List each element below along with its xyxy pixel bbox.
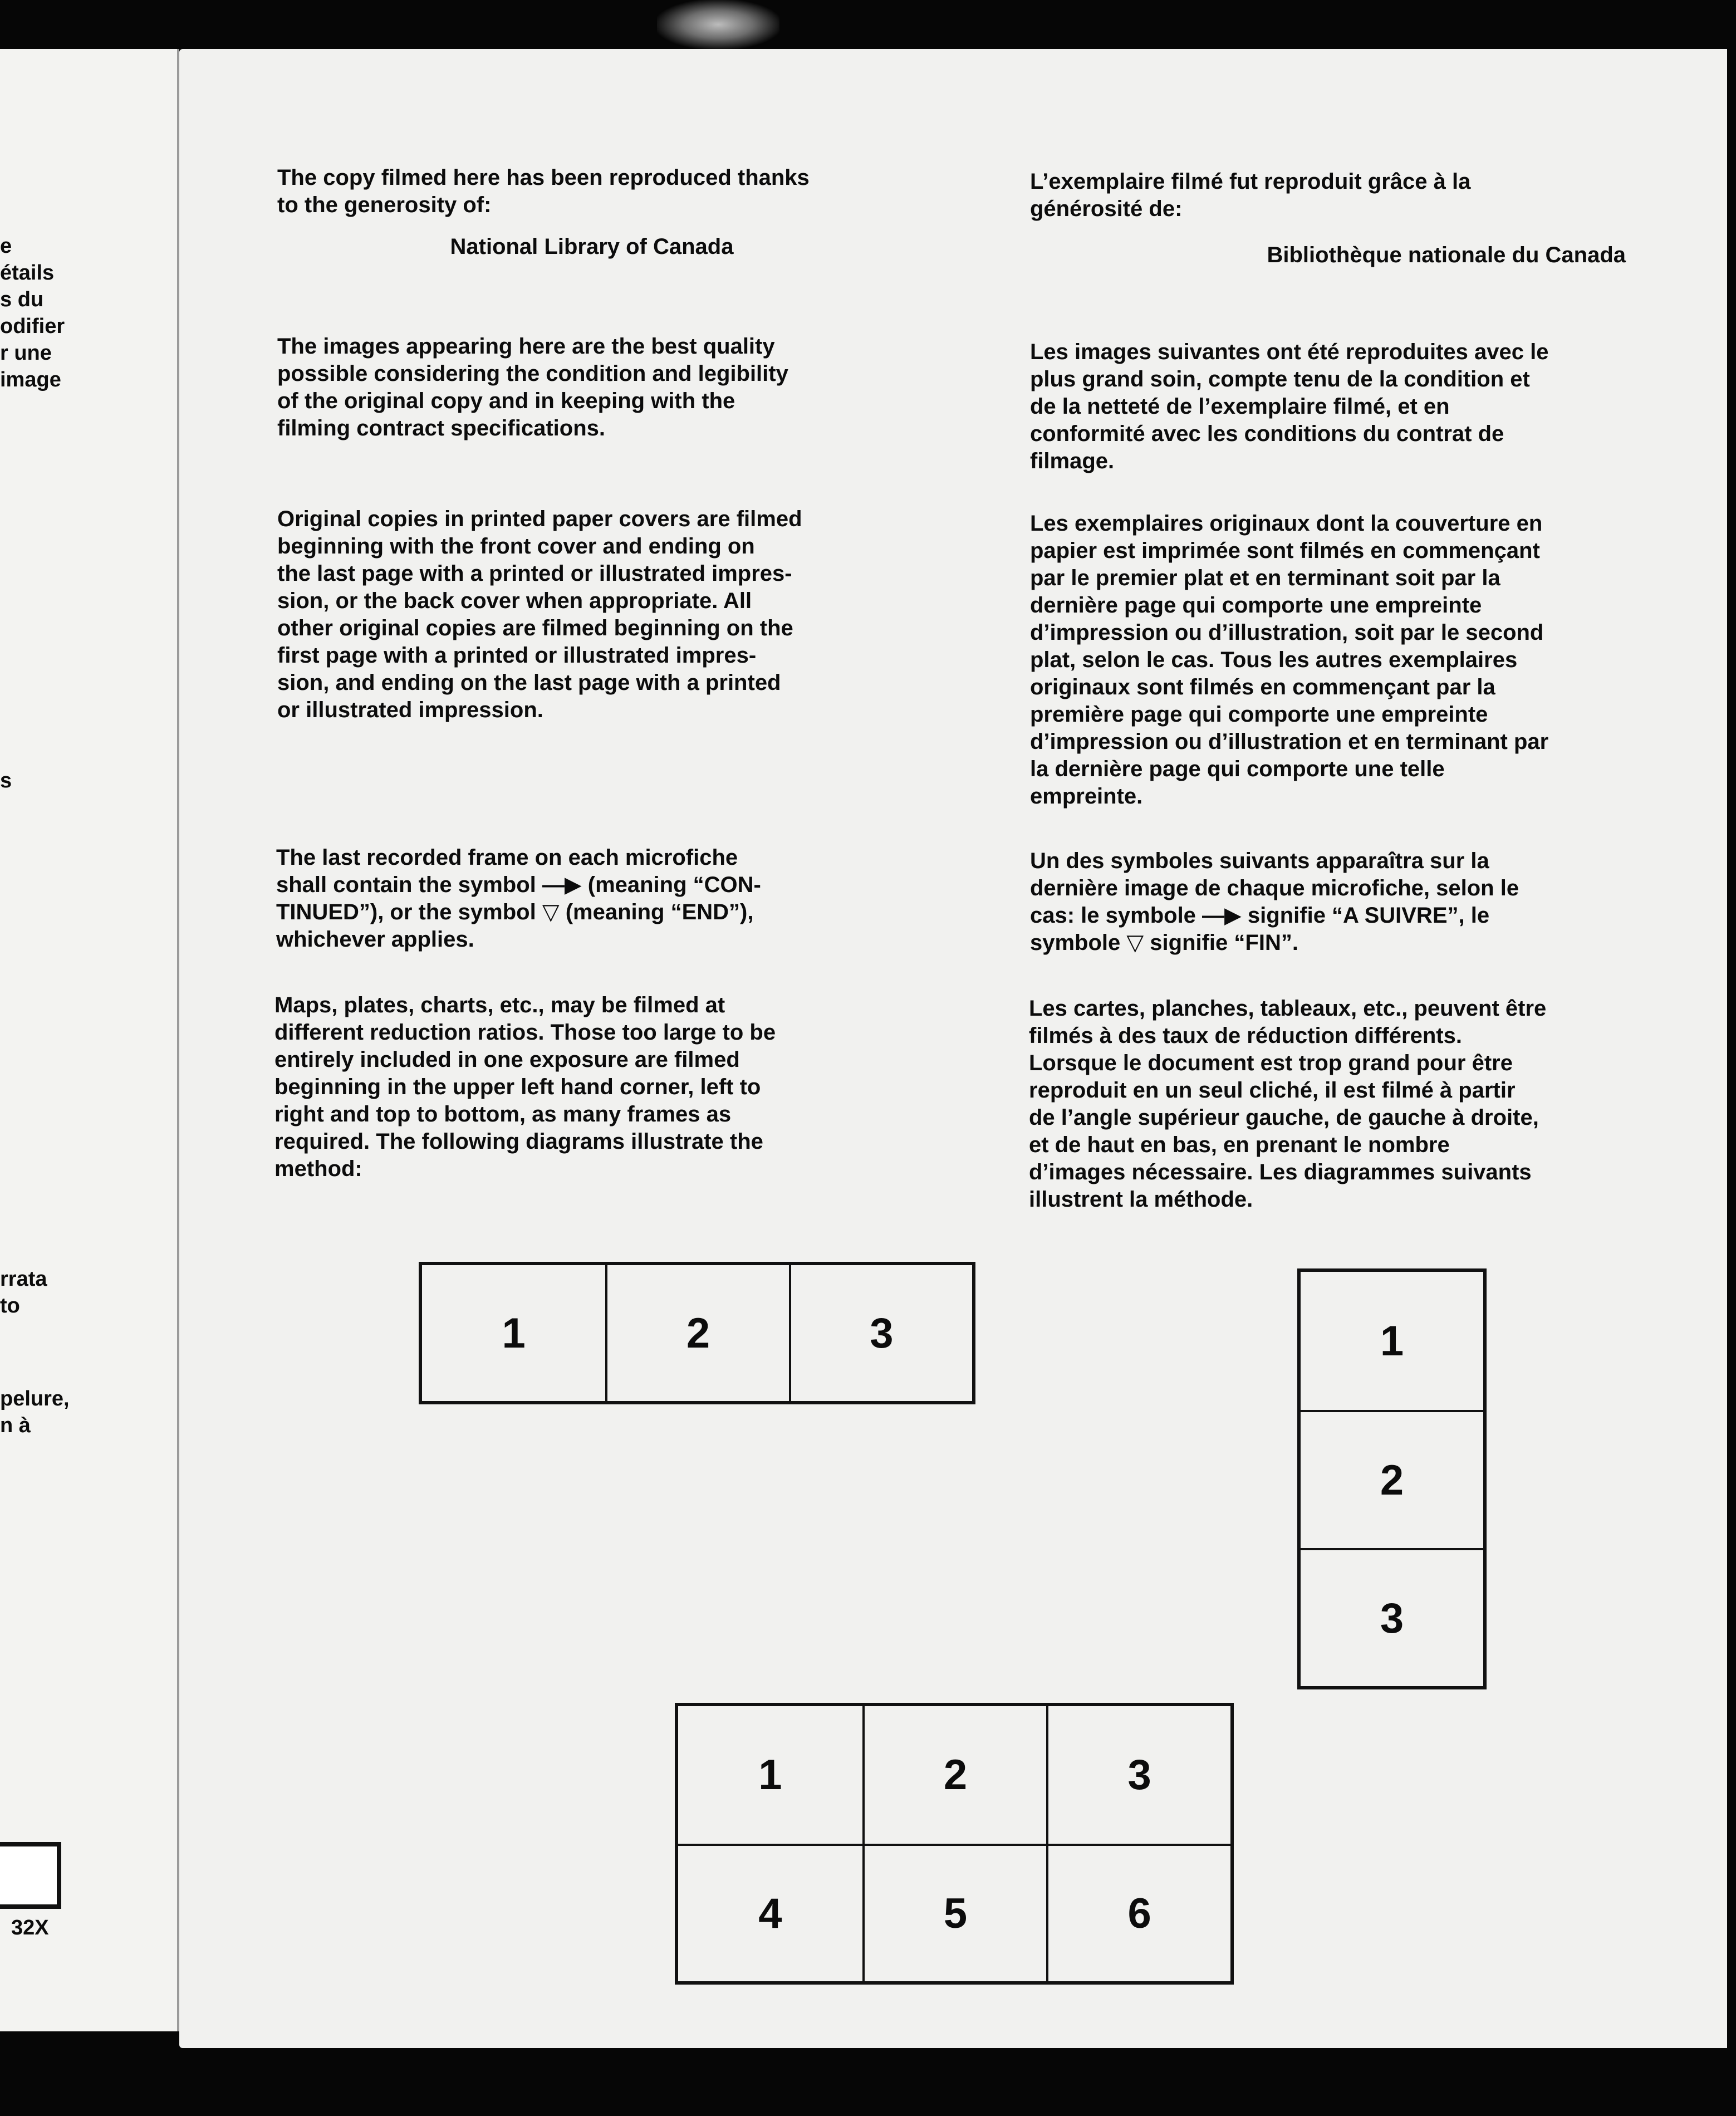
paragraph-line: conformité avec les conditions du contrat de	[1030, 422, 1504, 446]
paragraph-line: beginning in the upper left hand corner, left to	[274, 1075, 761, 1099]
french-intro-line: L’exemplaire filmé fut reproduit grâce à la	[1030, 169, 1471, 194]
paragraph-line: sion, or the back cover when appropriate. All	[277, 589, 752, 613]
french-covers-paragraph	[1030, 510, 1637, 810]
previous-page-strip	[0, 49, 179, 2031]
paragraph-line: papier est imprimée sont filmés en commençant	[1030, 538, 1540, 563]
english-covers-paragraph	[277, 506, 906, 724]
paragraph-line: par le premier plat et en terminant soit par la	[1030, 566, 1500, 590]
paragraph-line: plat, selon le cas. Tous les autres exemplaires	[1030, 648, 1518, 672]
paragraph-line: symbole ▽ signifie “FIN”.	[1030, 930, 1298, 955]
french-institution: Bibliothèque nationale du Canada	[1267, 243, 1626, 267]
paragraph-line: Les cartes, planches, tableaux, etc., peuvent être	[1029, 996, 1547, 1021]
english-maps-paragraph	[274, 992, 904, 1183]
frame-cell: 5	[862, 1844, 1047, 1981]
paragraph-line: method:	[274, 1157, 362, 1181]
french-quality-paragraph	[1030, 339, 1631, 475]
fragment-text: rrata	[0, 1267, 47, 1291]
fragment-text: r une	[0, 341, 52, 365]
paragraph-line: première page qui comporte une empreinte	[1030, 702, 1488, 727]
paragraph-line: whichever applies.	[276, 927, 474, 952]
paragraph-line: entirely included in one exposure are filmed	[274, 1047, 740, 1072]
frame-cell: 2	[1301, 1410, 1483, 1548]
paragraph-line: The last recorded frame on each microfiche	[276, 845, 738, 870]
french-symbols-paragraph	[1030, 848, 1631, 957]
english-intro-line: to the generosity of:	[277, 193, 492, 217]
paragraph-line: first page with a printed or illustrated impres-	[277, 643, 757, 668]
paragraph-line: Les images suivantes ont été reproduites avec le	[1030, 340, 1549, 364]
paragraph-line: illustrent la méthode.	[1029, 1187, 1253, 1212]
paragraph-line: originaux sont filmés en commençant par la	[1030, 675, 1495, 699]
resolution-target-box	[0, 1842, 61, 1909]
fragment-text: s	[0, 769, 12, 792]
diagram-column-of-three	[1297, 1268, 1487, 1689]
paragraph-line: beginning with the front cover and ending on	[277, 534, 755, 559]
paragraph-line: required. The following diagrams illustrate the	[274, 1129, 763, 1154]
paragraph-line: Original copies in printed paper covers are filmed	[277, 507, 802, 531]
paragraph-line: de la netteté de l’exemplaire filmé, et en	[1030, 394, 1450, 419]
paragraph-line: right and top to bottom, as many frames as	[274, 1102, 732, 1126]
fragment-text: étails	[0, 261, 55, 285]
paragraph-line: shall contain the symbol —▶ (meaning “CON-	[276, 873, 761, 897]
paragraph-line: sion, and ending on the last page with a printed	[277, 670, 781, 695]
paragraph-line: cas: le symbole —▶ signifie “A SUIVRE”, le	[1030, 903, 1490, 928]
diagram-row-of-three	[419, 1262, 975, 1404]
scan-artifact	[657, 0, 779, 49]
paragraph-line: de l’angle supérieur gauche, de gauche à droite,	[1029, 1105, 1539, 1130]
paragraph-line: filming contract specifications.	[277, 416, 606, 440]
paragraph-line: the last page with a printed or illustrated impres-	[277, 561, 792, 586]
english-symbols-paragraph	[276, 844, 905, 953]
paragraph-line: d’impression ou d’illustration, soit par le second	[1030, 620, 1544, 645]
english-column	[277, 164, 906, 261]
paragraph-line: dernière page qui comporte une empreinte	[1030, 593, 1482, 618]
diagram-grid-of-six	[675, 1703, 1234, 1985]
paragraph-line: Un des symboles suivants apparaîtra sur la	[1030, 849, 1489, 873]
frame-cell: 1	[758, 1751, 782, 1799]
paragraph-line: different reduction ratios. Those too large to be	[274, 1020, 776, 1045]
fragment-text: n à	[0, 1414, 31, 1437]
paragraph-line: filmés à des taux de réduction différents.	[1029, 1023, 1462, 1048]
english-intro-line: The copy filmed here has been reproduced thanks	[277, 165, 810, 190]
paragraph-line: d’images nécessaire. Les diagrammes suivants	[1029, 1160, 1532, 1184]
frame-cell: 2	[862, 1706, 1047, 1844]
paragraph-line: other original copies are filmed beginning on the	[277, 616, 793, 640]
french-intro-line: générosité de:	[1030, 197, 1183, 221]
paragraph-line: empreinte.	[1030, 784, 1143, 809]
english-institution: National Library of Canada	[450, 234, 734, 259]
fragment-text: pelure,	[0, 1387, 70, 1410]
fragment-text: s du	[0, 288, 44, 311]
paragraph-line: possible considering the condition and legibility	[277, 361, 788, 386]
frame-cell: 1	[1380, 1317, 1404, 1365]
paragraph-line: la dernière page qui comporte une telle	[1030, 757, 1445, 781]
paragraph-line: Les exemplaires originaux dont la couverture en	[1030, 511, 1543, 536]
paragraph-line: plus grand soin, compte tenu de la condition et	[1030, 367, 1530, 391]
paragraph-line: et de haut en bas, en prenant le nombre	[1029, 1133, 1450, 1157]
frame-cell: 3	[789, 1265, 972, 1401]
french-column	[1030, 168, 1626, 269]
paragraph-line: The images appearing here are the best quality	[277, 334, 775, 359]
french-maps-paragraph	[1029, 995, 1636, 1213]
paragraph-line: Maps, plates, charts, etc., may be filmed at	[274, 993, 725, 1017]
frame-cell: 1	[502, 1309, 526, 1357]
resolution-label: 32X	[11, 1916, 49, 1939]
frame-cell: 2	[605, 1265, 788, 1401]
paragraph-line: filmage.	[1030, 449, 1115, 473]
paragraph-line: of the original copy and in keeping with the	[277, 389, 735, 413]
paragraph-line: Lorsque le document est trop grand pour être	[1029, 1051, 1513, 1075]
paragraph-line: TINUED”), or the symbol ▽ (meaning “END”),	[276, 900, 754, 924]
fragment-text: to	[0, 1294, 20, 1317]
frame-cell: 6	[1046, 1844, 1230, 1981]
paragraph-line: d’impression ou d’illustration et en terminant par	[1030, 729, 1549, 754]
paragraph-line: or illustrated impression.	[277, 698, 543, 722]
frame-cell: 3	[1301, 1548, 1483, 1686]
frame-cell: 4	[678, 1844, 862, 1981]
frame-cell: 3	[1046, 1706, 1230, 1844]
paragraph-line: reproduit en un seul cliché, il est filmé à partir	[1029, 1078, 1516, 1103]
fragment-text: e	[0, 234, 12, 258]
english-quality-paragraph	[277, 333, 906, 442]
fragment-text: odifier	[0, 315, 65, 338]
fragment-text: image	[0, 368, 61, 391]
paragraph-line: dernière image de chaque microfiche, selon le	[1030, 876, 1519, 900]
